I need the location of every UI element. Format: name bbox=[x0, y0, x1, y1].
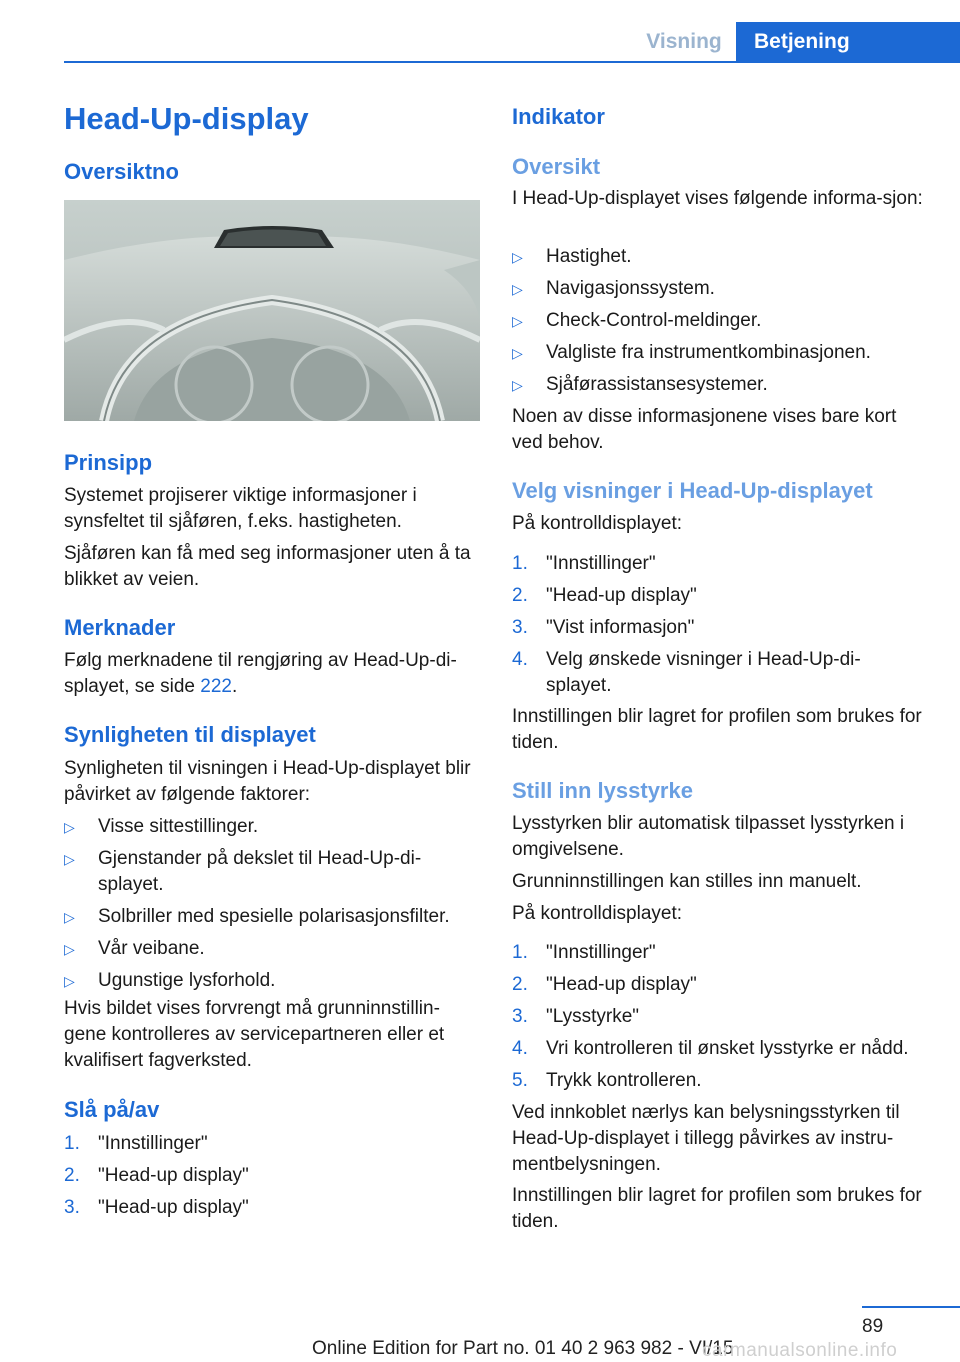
list-item: ▷ Sjåførassistansesystemer. bbox=[512, 372, 932, 398]
slapa-heading: Slå på/av bbox=[64, 1097, 160, 1122]
footer-divider bbox=[862, 1306, 960, 1308]
edition-text: Online Edition for Part no. 01 40 2 963 982 - VI/15 bbox=[312, 1338, 734, 1359]
dashboard-illustration bbox=[64, 200, 480, 421]
lysstyrke-text-3: På kontrolldisplayet: bbox=[512, 903, 683, 924]
slapa-list bbox=[64, 1131, 480, 1221]
page-number: 89 bbox=[862, 1316, 884, 1337]
prinsipp-text-1: Systemet projiserer viktige informasjoner i synsfeltet til sjåføren, f.eks. hastigheten. bbox=[64, 485, 417, 532]
list-item: 4. Vri kontrolleren til ønsket lysstyrke er nådd. bbox=[512, 1038, 909, 1059]
list-item: ▷ Navigasjonssystem. bbox=[512, 276, 932, 302]
merknader-text bbox=[64, 648, 480, 700]
oversikt-text: I Head-Up-displayet vises følgende informa-sjon: bbox=[512, 188, 923, 209]
list-item: ▷ Ugunstige lysforhold. bbox=[64, 968, 480, 994]
prinsipp-heading: Prinsipp bbox=[64, 450, 153, 475]
merknader-text-before: Følg merknadene til rengjøring av Head-Up-di-splayet, se side bbox=[64, 650, 457, 697]
tab-visning[interactable]: Visning bbox=[646, 30, 722, 53]
lysstyrke-text-2: Grunninnstillingen kan stilles inn manuelt. bbox=[512, 871, 862, 892]
synlighet-heading: Synligheten til displayet bbox=[64, 722, 316, 747]
list-item: 3. "Lysstyrke" bbox=[512, 1006, 640, 1027]
lysstyrke-heading: Still inn lysstyrke bbox=[512, 778, 693, 803]
synlighet-after-text: Hvis bildet vises forvrengt må grunninnstillin-gene kontrolleres av servicepartneren eller et kvalifisert fagverksted. bbox=[64, 998, 445, 1071]
header-divider bbox=[64, 61, 960, 63]
list-item: ▷ Vår veibane. bbox=[64, 936, 480, 962]
merknader-text-after: . bbox=[231, 676, 238, 697]
lysstyrke-after-text-2: Innstillingen blir lagret for profilen som brukes for tiden. bbox=[512, 1185, 922, 1232]
velg-list bbox=[512, 551, 932, 699]
velg-text: På kontrolldisplayet: bbox=[512, 513, 683, 534]
watermark-text: carmanualsonline.info bbox=[702, 1340, 898, 1361]
list-item: 1. "Innstillinger" bbox=[512, 942, 656, 963]
list-item: ▷ Hastighet. bbox=[512, 244, 932, 270]
page-header bbox=[0, 0, 960, 62]
list-item: 2. "Head-up display" bbox=[64, 1165, 249, 1186]
overview-heading: Oversiktno bbox=[64, 159, 179, 184]
lysstyrke-after-text-1: Ved innkoblet nærlys kan belysningsstyrken til Head-Up-displayet i tillegg påvirkes av instru-mentbelysningen. bbox=[512, 1102, 900, 1175]
list-item: 2. "Head-up display" bbox=[512, 585, 697, 606]
list-item: ▷ Solbriller med spesielle polarisasjonsfilter. bbox=[64, 904, 480, 930]
tab-betjening[interactable]: Betjening bbox=[736, 22, 960, 62]
list-item: 4. Velg ønskede visninger i Head-Up-di-splayet. bbox=[512, 649, 861, 696]
lysstyrke-list bbox=[512, 940, 932, 1094]
page-link-222[interactable]: 222 bbox=[200, 676, 232, 697]
bullet-triangle-icon: ▷ bbox=[512, 345, 523, 361]
velg-after-text: Innstillingen blir lagret for profilen som brukes for tiden. bbox=[512, 706, 922, 753]
list-item: ▷ Check-Control-meldinger. bbox=[512, 308, 932, 334]
list-item: 3. "Head-up display" bbox=[64, 1197, 249, 1218]
bullet-triangle-icon: ▷ bbox=[64, 941, 75, 957]
oversikt-list bbox=[512, 244, 932, 398]
page-title: Head-Up-display bbox=[64, 101, 309, 136]
bullet-triangle-icon: ▷ bbox=[512, 281, 523, 297]
list-item: ▷ Gjenstander på dekslet til Head-Up-di-splayet. bbox=[64, 848, 422, 895]
list-item: 1. "Innstillinger" bbox=[64, 1133, 208, 1154]
bullet-triangle-icon: ▷ bbox=[64, 909, 75, 925]
bullet-triangle-icon: ▷ bbox=[512, 377, 523, 393]
bullet-triangle-icon: ▷ bbox=[512, 313, 523, 329]
bullet-triangle-icon: ▷ bbox=[512, 249, 523, 265]
list-item: 3. "Vist informasjon" bbox=[512, 617, 695, 638]
prinsipp-text-2: Sjåføren kan få med seg informasjoner uten å ta blikket av veien. bbox=[64, 543, 471, 590]
lysstyrke-text-1: Lysstyrken blir automatisk tilpasset lysstyrken i omgivelsene. bbox=[512, 813, 905, 860]
bullet-triangle-icon: ▷ bbox=[64, 851, 75, 867]
bullet-triangle-icon: ▷ bbox=[64, 819, 75, 835]
merknader-heading: Merknader bbox=[64, 615, 176, 640]
velg-heading: Velg visninger i Head-Up-displayet bbox=[512, 478, 873, 503]
oversikt-heading: Oversikt bbox=[512, 154, 601, 179]
list-item: 5. Trykk kontrolleren. bbox=[512, 1070, 702, 1091]
synlighet-text: Synligheten til visningen i Head-Up-displayet blir påvirket av følgende faktorer: bbox=[64, 758, 471, 805]
head-up-display-photo bbox=[64, 200, 480, 421]
synlighet-list bbox=[64, 814, 480, 994]
list-item: 2. "Head-up display" bbox=[512, 974, 697, 995]
indikator-heading: Indikator bbox=[512, 104, 605, 129]
list-item: ▷ Visse sittestillinger. bbox=[64, 814, 480, 840]
list-item: ▷ Valgliste fra instrumentkombinasjonen. bbox=[512, 340, 932, 366]
oversikt-after-text: Noen av disse informasjonene vises bare kort ved behov. bbox=[512, 406, 897, 453]
list-item: 1. "Innstillinger" bbox=[512, 553, 656, 574]
bullet-triangle-icon: ▷ bbox=[64, 973, 75, 989]
